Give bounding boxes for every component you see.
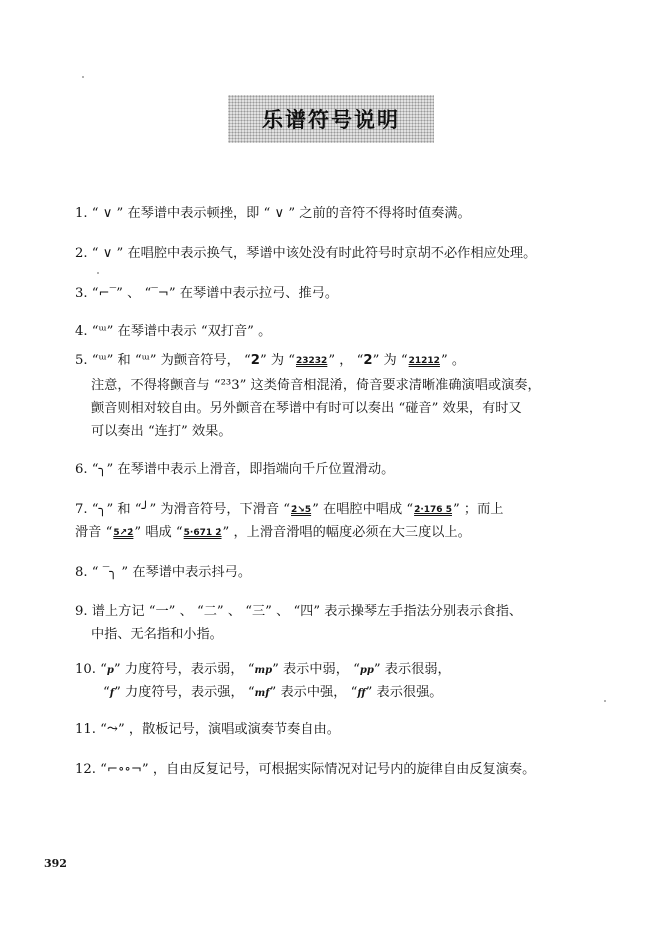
- glide-up-sung: 5·671 2̇: [183, 528, 222, 538]
- title-banner: [228, 95, 434, 143]
- item-7-line-1: 7. “╮” 和 “╯” 为滑音符号，下滑音 “2̇↘5” 在唱腔中唱成 “2̇·176 5” ；而上: [75, 500, 503, 520]
- item-5-line-2: 注意，不得将颤音与 “²³3” 这类倚音相混淆，倚音要求清晰准确演唱或演奏，: [91, 378, 541, 393]
- item-12-text: 12. “⌐∘∘¬” ，自由反复记号，可根据实际情况对记号内的旋律自由反复演奏。: [75, 762, 536, 777]
- scan-speck: [82, 76, 84, 78]
- item-6: [75, 460, 394, 480]
- trill-expansion-2: 21212: [408, 356, 440, 366]
- item-8: [75, 563, 251, 583]
- page-number: 392: [44, 857, 67, 870]
- item-5-line-3: 颤音则相对较自由。另外颤音在琴谱中有时可以奏出 “碰音” 效果，有时又: [91, 401, 522, 416]
- page-title: 乐谱符号说明: [262, 108, 400, 132]
- dynamic-f: f: [109, 688, 115, 699]
- item-2-text: 2. “ ∨ ” 在唱腔中表示换气，琴谱中该处没有时此符号时京胡不必作相应处理。: [75, 246, 537, 261]
- item-7-line-2: 滑音 “5↗2̇” 唱成 “5·671 2̇” ，上滑音滑唱的幅度必须在大三度以上。: [75, 523, 471, 543]
- scan-speck: [604, 700, 606, 702]
- item-3-text: 3. “⌐‾” 、 “‾¬” 在琴谱中表示拉弓、推弓。: [75, 286, 339, 301]
- dynamic-mf: mf: [254, 688, 270, 699]
- dynamic-mp: mp: [254, 665, 273, 676]
- item-5-line-4: 可以奏出 “连打” 效果。: [91, 424, 232, 439]
- trill-expansion-1: 23232: [296, 356, 328, 366]
- glide-up-notation: 5↗2̇: [113, 528, 134, 538]
- item-4-text: 4. “ᵚ” 在琴谱中表示 “双打音” 。: [75, 324, 272, 339]
- item-10-line-1: 10. “p” 力度符号，表示弱， “mp” 表示中弱， “pp” 表示很弱，: [75, 662, 451, 677]
- item-1-text: 1. “ ∨ ” 在琴谱中表示顿挫，即 “ ∨ ” 之前的音符不得将时值奏满。: [75, 206, 471, 221]
- item-9-line-2: 中指、无名指和小指。: [91, 627, 223, 642]
- item-4: [75, 322, 271, 342]
- scan-speck: [97, 272, 99, 274]
- trill-note-1: 2: [250, 353, 260, 368]
- item-8-text: 8. “ ‾╮ ” 在琴谱中表示抖弓。: [75, 565, 252, 580]
- item-11: [75, 720, 340, 740]
- item-12: [75, 760, 535, 780]
- dynamic-p: p: [106, 665, 114, 676]
- item-1: [75, 204, 471, 224]
- item-6-text: 6. “╮” 在琴谱中表示上滑音，即指端向千斤位置滑动。: [75, 462, 395, 477]
- item-3: [75, 284, 338, 304]
- item-10-line-2: “f” 力度符号，表示强， “mf” 表示中强， “ff” 表示很强。: [103, 685, 443, 700]
- item-2: [75, 244, 536, 264]
- glide-down-notation: 2̇↘5: [291, 505, 312, 515]
- glide-down-sung: 2̇·176 5: [414, 505, 452, 515]
- dynamic-ff: ff: [357, 688, 366, 699]
- item-9-line-1: 9. 谱上方记 “一” 、 “二” 、 “三” 、 “四” 表示操琴左手指法分别表示食指、: [75, 604, 523, 619]
- item-11-text: 11. “⤳” ，散板记号，演唱或演奏节奏自由。: [75, 722, 340, 737]
- dynamic-pp: pp: [359, 665, 374, 676]
- item-5-line-1: 5. “ᵚ” 和 “ᵚ” 为颤音符号， “2” 为 “23232” ， “2” 为 “21212” 。: [75, 351, 465, 371]
- trill-note-2: 2: [363, 353, 373, 368]
